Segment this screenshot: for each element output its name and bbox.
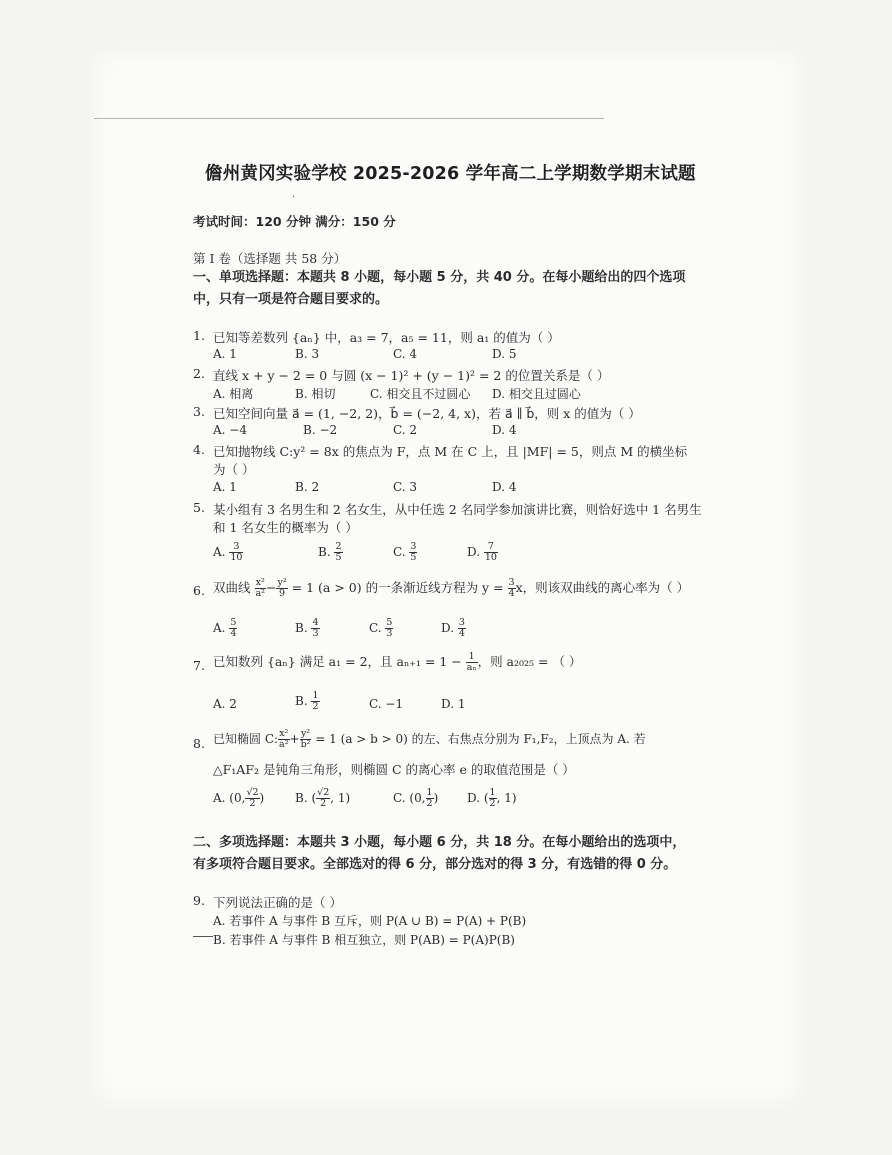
q4-option-b: B. 2	[295, 480, 320, 494]
q8-option-b-fraction	[316, 788, 330, 809]
q8-number: 8.	[193, 736, 205, 751]
denominator: 2	[312, 701, 319, 712]
q2-option-a: A. 相离	[213, 387, 254, 401]
q6-option-b-fraction	[311, 618, 319, 639]
q1-option-a: A. 1	[213, 347, 237, 361]
numerator: 2	[335, 541, 342, 552]
q1-number: 1.	[193, 328, 205, 343]
pen-stroke	[193, 936, 213, 937]
q7-option-b-fraction	[311, 691, 319, 712]
q6-x-fraction	[255, 578, 266, 599]
q5-option-d-label: D.	[467, 545, 481, 559]
q4-text: 已知抛物线 C:y² = 8x 的焦点为 F，点 M 在 C 上，且 |MF| = 5，则点 M 的横坐标	[213, 444, 688, 459]
q7-option-b-label: B.	[295, 694, 308, 708]
q6-number: 6.	[193, 583, 205, 598]
numerator: 1	[426, 787, 433, 798]
q9-text: 下列说法正确的是（ ）	[213, 895, 342, 910]
q8-y-fraction	[300, 729, 312, 750]
denominator: 5	[335, 552, 342, 563]
denominator: aₙ	[466, 662, 477, 673]
q3-option-b: B. −2	[303, 423, 338, 437]
q2-option-b: B. 相切	[295, 387, 336, 401]
denominator: 3	[312, 628, 319, 639]
denominator: 5	[410, 552, 417, 563]
q8-option-d	[467, 788, 517, 809]
q5-option-c-label: C.	[393, 545, 406, 559]
denominator: 2	[249, 798, 256, 809]
q7-number: 7.	[193, 658, 205, 673]
denominator: 9	[279, 588, 286, 599]
q5-option-b-fraction	[334, 542, 342, 563]
q5-text-line2: 和 1 名女生的概率为（ ）	[213, 520, 358, 535]
q8-option-c-fraction	[426, 788, 434, 809]
q2-option-d: D. 相交且过圆心	[492, 387, 581, 401]
q6-slope-fraction	[508, 578, 516, 599]
q8-option-a-fraction	[245, 788, 259, 809]
q3-option-a: A. −4	[213, 423, 247, 437]
q7-option-b	[295, 691, 320, 712]
q8-text	[213, 729, 646, 750]
q3-text: 已知空间向量 a⃗ = (1, −2, 2)，b⃗ = (−2, 4, x)，若 a⃗ ∥ b⃗，则 x 的值为（ ）	[213, 406, 641, 421]
q8-text-line2: △F₁AF₂ 是钝角三角形，则椭圆 C 的离心率 e 的取值范围是（ ）	[213, 762, 575, 777]
q2-option-c: C. 相交且不过圆心	[370, 387, 471, 401]
numerator: √2	[317, 787, 330, 798]
q4-option-c: C. 3	[393, 480, 418, 494]
minus-sign: −	[265, 580, 277, 595]
q7-text-pre: 已知数列 {aₙ} 满足 a₁ = 2，且 aₙ₊₁ = 1 −	[213, 654, 462, 669]
q8-option-c-post: )	[433, 791, 439, 805]
q8-option-d-fraction	[489, 788, 497, 809]
q8-option-d-post: , 1)	[496, 791, 517, 805]
q5-option-d	[467, 542, 498, 563]
q8-option-d-pre: D. (	[467, 791, 489, 805]
q6-option-a	[213, 618, 237, 639]
q6-y-fraction	[276, 578, 287, 599]
q6-option-a-label: A.	[213, 621, 226, 635]
q3-option-d: D. 4	[492, 423, 517, 437]
q8-option-a	[213, 788, 264, 809]
stray-mark: ·	[292, 192, 296, 203]
q5-option-a	[213, 542, 243, 563]
q6-option-d-label: D.	[441, 621, 455, 635]
numerator: x²	[279, 728, 289, 739]
denominator: 2	[320, 798, 327, 809]
q5-text: 某小组有 3 名男生和 2 名女生，从中任选 2 名同学参加演讲比赛，则恰好选中 1 名男生	[213, 502, 702, 517]
numerator: 5	[386, 617, 393, 628]
q3-option-c: C. 2	[393, 423, 418, 437]
exam-info: 考试时间：120 分钟 满分：150 分	[193, 214, 396, 229]
q7-option-d: D. 1	[441, 697, 466, 711]
denominator: 4	[458, 628, 465, 639]
q8-option-a-post: )	[259, 791, 265, 805]
numerator: 3	[229, 542, 243, 553]
q6-text-pre: 双曲线	[213, 580, 251, 595]
q6-option-c-fraction	[385, 618, 393, 639]
denominator: 2	[489, 798, 496, 809]
q4-number: 4.	[193, 442, 205, 457]
q8-option-a-pre: A. (0,	[213, 791, 246, 805]
section2-heading: 二、多项选择题：本题共 3 小题，每小题 6 分，共 18 分。在每小题给出的选项中，有多项符合题目要求。全部选对的得 6 分，部分选对的得 3 分，有选错的得 0 分。	[193, 835, 686, 872]
numerator: y²	[300, 728, 311, 739]
q5-option-a-fraction	[229, 542, 243, 563]
denominator: 4	[230, 628, 237, 639]
q6-text	[213, 578, 689, 599]
q8-option-b-post: , 1)	[330, 791, 351, 805]
q9-number: 9.	[193, 893, 205, 908]
numerator: 7	[484, 542, 498, 553]
part-label: 第 I 卷（选择题 共 58 分）	[193, 251, 347, 266]
q5-number: 5.	[193, 500, 205, 515]
q5-option-b	[318, 542, 343, 563]
numerator: x²	[255, 577, 265, 588]
plus-sign: +	[289, 732, 300, 746]
q6-option-d-fraction	[458, 618, 466, 639]
q8-option-c-pre: C. (0,	[393, 791, 426, 805]
denominator: 10	[484, 552, 497, 563]
numerator: 3	[410, 541, 417, 552]
section1-heading: 一、单项选择题：本题共 8 小题，每小题 5 分，共 40 分。在每小题给出的四个选项中，只有一项是符合题目要求的。	[193, 270, 686, 307]
q5-option-b-label: B.	[318, 545, 331, 559]
q1-option-c: C. 4	[393, 347, 418, 361]
q2-number: 2.	[193, 366, 205, 381]
q6-option-b-label: B.	[295, 621, 308, 635]
q5-option-d-fraction	[484, 542, 498, 563]
q1-option-d: D. 5	[492, 347, 517, 361]
q3-number: 3.	[193, 404, 205, 419]
denominator: 2	[426, 798, 433, 809]
q9-option-b: B. 若事件 A 与事件 B 相互独立，则 P(AB) = P(A)P(B)	[213, 933, 515, 947]
page-title: 儋州黄冈实验学校 2025-2026 学年高二上学期数学期末试题	[205, 164, 696, 184]
denominator: 3	[386, 628, 393, 639]
q8-option-b-pre: B. (	[295, 791, 317, 805]
q8-x-fraction	[278, 729, 289, 750]
q6-text-post: x，则该双曲线的离心率为（ ）	[515, 580, 690, 595]
numerator: 3	[458, 617, 465, 628]
top-rule	[94, 118, 604, 119]
numerator: 4	[312, 617, 319, 628]
q1-text: 已知等差数列 {aₙ} 中，a₃ = 7，a₅ = 11，则 a₁ 的值为（ ）	[213, 330, 560, 345]
exam-paper	[88, 46, 806, 1108]
q8-text-pre: 已知椭圆 C:	[213, 732, 279, 746]
denominator: 4	[508, 588, 515, 599]
denominator: b²	[300, 739, 311, 750]
numerator: 5	[230, 617, 237, 628]
denominator: a²	[279, 739, 289, 750]
q7-option-c: C. −1	[369, 697, 404, 711]
q8-option-c	[393, 788, 438, 809]
q8-text-post: = 1 (a > b > 0) 的左、右焦点分别为 F₁,F₂，上顶点为 A. 若	[315, 732, 646, 746]
numerator: √2	[246, 787, 259, 798]
q4-option-d: D. 4	[492, 480, 517, 494]
numerator: 1	[312, 690, 319, 701]
q6-option-c-label: C.	[369, 621, 382, 635]
q6-text-mid: = 1 (a > 0) 的一条渐近线方程为 y =	[291, 580, 504, 595]
numerator: y²	[277, 577, 287, 588]
numerator: 1	[466, 652, 478, 663]
q7-fraction	[466, 652, 478, 673]
q2-text: 直线 x + y − 2 = 0 与圆 (x − 1)² + (y − 1)² = 2 的位置关系是（ ）	[213, 368, 610, 383]
q5-option-c-fraction	[409, 542, 417, 563]
q9-option-a: A. 若事件 A 与事件 B 互斥，则 P(A ∪ B) = P(A) + P(B)	[213, 914, 527, 928]
q4-text-line2: 为（ ）	[213, 462, 255, 477]
q5-option-a-label: A.	[213, 545, 226, 559]
q6-option-a-fraction	[229, 618, 237, 639]
q7-option-a: A. 2	[213, 697, 237, 711]
q8-option-b	[295, 788, 350, 809]
q7-text-post: ，则 a₂₀₂₅ = （ ）	[477, 654, 582, 669]
q6-option-c	[369, 618, 393, 639]
denominator: a²	[255, 588, 265, 599]
q6-option-d	[441, 618, 466, 639]
denominator: 10	[230, 552, 243, 563]
numerator: 3	[508, 577, 515, 588]
q1-option-b: B. 3	[295, 347, 320, 361]
q5-option-c	[393, 542, 417, 563]
q4-option-a: A. 1	[213, 480, 237, 494]
q7-text	[213, 652, 581, 673]
numerator: 1	[489, 787, 496, 798]
q6-option-b	[295, 618, 320, 639]
